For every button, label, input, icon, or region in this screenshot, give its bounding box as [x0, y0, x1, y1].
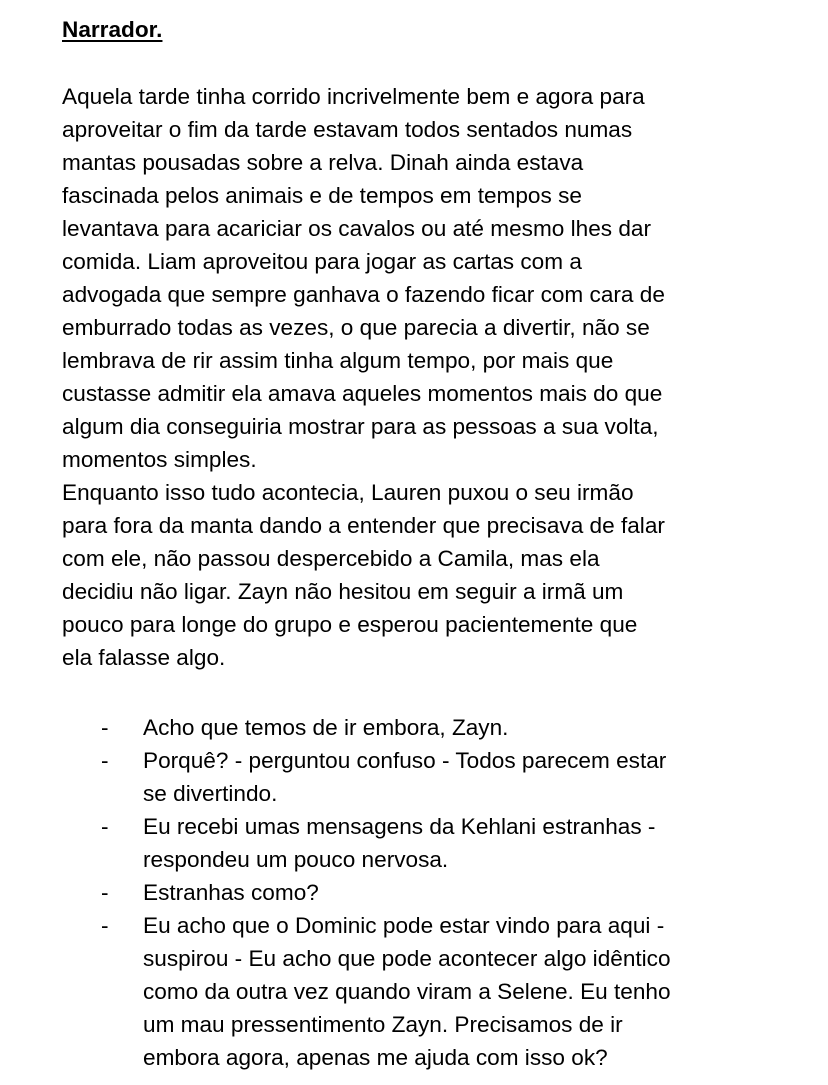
dash-bullet: -	[101, 880, 109, 905]
dash-bullet: -	[101, 913, 109, 938]
text-line: pouco para longe do grupo e esperou pacientemente que	[62, 612, 638, 637]
dialogue-line: respondeu um pouco nervosa.	[143, 847, 449, 872]
dash-bullet: -	[101, 814, 109, 839]
dialogue-line: um mau pressentimento Zayn. Precisamos de ir	[143, 1012, 623, 1037]
narrative-paragraph-1	[62, 80, 802, 476]
dialogue-line: Eu acho que o Dominic pode estar vindo para aqui -	[143, 913, 665, 938]
text-line: advogada que sempre ganhava o fazendo ficar com cara de	[62, 282, 665, 307]
text-line: para fora da manta dando a entender que precisava de falar	[62, 513, 665, 538]
dialogue-item	[0, 876, 828, 909]
text-line: mantas pousadas sobre a relva. Dinah ainda estava	[62, 150, 584, 175]
text-line: momentos simples.	[62, 447, 257, 472]
text-line: com ele, não passou despercebido a Camila, mas ela	[62, 546, 600, 571]
dash-bullet: -	[101, 715, 109, 740]
text-line: algum dia conseguiria mostrar para as pessoas a sua volta,	[62, 414, 659, 439]
dialogue-line: Eu recebi umas mensagens da Kehlani estranhas -	[143, 814, 656, 839]
dialogue-line: se divertindo.	[143, 781, 278, 806]
text-line: emburrado todas as vezes, o que parecia a divertir, não se	[62, 315, 650, 340]
narrative-body	[62, 80, 802, 674]
dialogue-line: Acho que temos de ir embora, Zayn.	[143, 715, 509, 740]
dialogue-item	[0, 711, 828, 744]
text-line: levantava para acariciar os cavalos ou até mesmo lhes dar	[62, 216, 651, 241]
text-line: lembrava de rir assim tinha algum tempo, por mais que	[62, 348, 614, 373]
text-line: custasse admitir ela amava aqueles momentos mais do que	[62, 381, 663, 406]
dialogue-item	[0, 810, 828, 876]
text-line: comida. Liam aproveitou para jogar as cartas com a	[62, 249, 582, 274]
dash-bullet: -	[101, 748, 109, 773]
text-line: fascinada pelos animais e de tempos em tempos se	[62, 183, 582, 208]
dialogue-item	[0, 909, 828, 1074]
dialogue-list	[0, 711, 828, 1074]
dialogue-line: Estranhas como?	[143, 880, 319, 905]
text-line: decidiu não ligar. Zayn não hesitou em seguir a irmã um	[62, 579, 624, 604]
dialogue-item	[0, 744, 828, 810]
text-line: aproveitar o fim da tarde estavam todos sentados numas	[62, 117, 633, 142]
dialogue-line: suspirou - Eu acho que pode acontecer algo idêntico	[143, 946, 671, 971]
narrative-paragraph-2	[62, 476, 802, 674]
dialogue-line: como da outra vez quando viram a Selene. Eu tenho	[143, 979, 671, 1004]
text-line: ela falasse algo.	[62, 645, 226, 670]
text-line: Enquanto isso tudo acontecia, Lauren puxou o seu irmão	[62, 480, 634, 505]
dialogue-line: embora agora, apenas me ajuda com isso ok?	[143, 1045, 608, 1070]
dialogue-line: Porquê? - perguntou confuso - Todos parecem estar	[143, 748, 667, 773]
text-line: Aquela tarde tinha corrido incrivelmente bem e agora para	[62, 84, 645, 109]
narrator-heading: Narrador.	[62, 17, 163, 42]
